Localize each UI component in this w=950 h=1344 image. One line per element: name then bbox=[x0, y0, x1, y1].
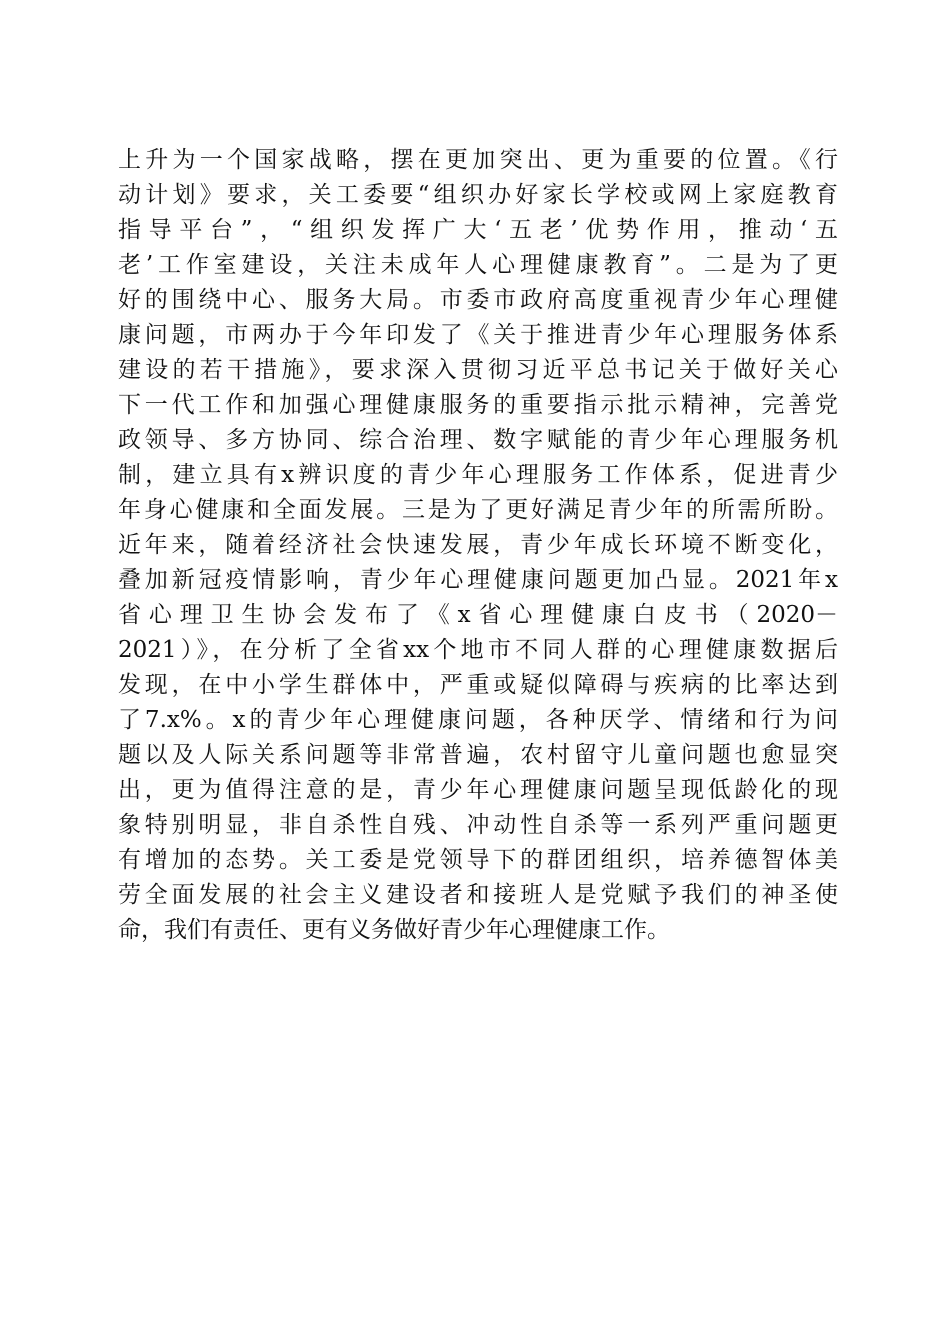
text-line: 题以及人际关系问题等非常普遍，农村留守儿童问题也愈显突 bbox=[118, 742, 838, 768]
text-line: 有增加的态势。关工委是党领导下的群团组织，培养德智体美 bbox=[118, 847, 838, 873]
text-line: 象特别明显，非自杀性自残、冲动性自杀等一系列严重问题更 bbox=[118, 812, 838, 838]
text-line: 老’工作室建设，关注未成年人心理健康教育”。二是为了更 bbox=[118, 252, 838, 278]
text-line: 叠加新冠疫情影响，青少年心理健康问题更加凸显。2021年x bbox=[118, 567, 838, 593]
text-line: 好的围绕中心、服务大局。市委市政府高度重视青少年心理健 bbox=[118, 287, 838, 313]
text-line: 2021）》，在分析了全省xx个地市不同人群的心理健康数据后 bbox=[118, 637, 838, 663]
text-line: 省心理卫生协会发布了《x省心理健康白皮书（2020－ bbox=[118, 602, 838, 628]
body-paragraph bbox=[118, 143, 838, 948]
text-line: 命，我们有责任、更有义务做好青少年心理健康工作。 bbox=[118, 917, 670, 943]
text-line: 发现，在中小学生群体中，严重或疑似障碍与疾病的比率达到 bbox=[118, 672, 838, 698]
text-line: 建设的若干措施》，要求深入贯彻习近平总书记关于做好关心 bbox=[118, 357, 838, 383]
text-line: 上升为一个国家战略，摆在更加突出、更为重要的位置。《行 bbox=[118, 147, 838, 173]
text-line: 制，建立具有x辨识度的青少年心理服务工作体系，促进青少 bbox=[118, 462, 838, 488]
text-line: 年身心健康和全面发展。三是为了更好满足青少年的所需所盼。 bbox=[118, 497, 838, 523]
text-line: 动计划》要求，关工委要“组织办好家长学校或网上家庭教育 bbox=[118, 182, 838, 208]
text-line: 指导平台”，“组织发挥广大‘五老’优势作用，推动‘五 bbox=[118, 217, 838, 243]
text-line: 康问题，市两办于今年印发了《关于推进青少年心理服务体系 bbox=[118, 322, 838, 348]
text-line: 了7.x%。x的青少年心理健康问题，各种厌学、情绪和行为问 bbox=[118, 707, 838, 733]
text-line: 下一代工作和加强心理健康服务的重要指示批示精神，完善党 bbox=[118, 392, 838, 418]
text-line: 近年来，随着经济社会快速发展，青少年成长环境不断变化， bbox=[118, 532, 838, 558]
text-line: 出，更为值得注意的是，青少年心理健康问题呈现低龄化的现 bbox=[118, 777, 838, 803]
text-line: 劳全面发展的社会主义建设者和接班人是党赋予我们的神圣使 bbox=[118, 882, 838, 908]
text-line: 政领导、多方协同、综合治理、数字赋能的青少年心理服务机 bbox=[118, 427, 838, 453]
